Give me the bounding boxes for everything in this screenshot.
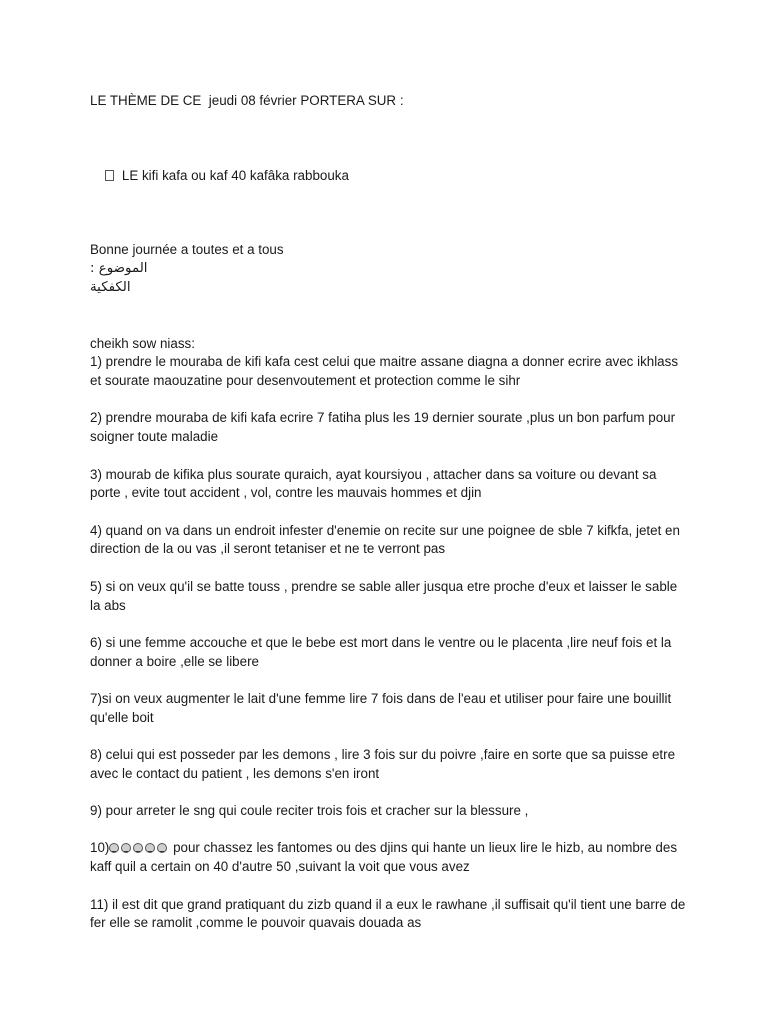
- document-page: [90, 92, 690, 952]
- laughing-emoji-icon: [109, 843, 119, 853]
- list-item: 3) mourab de kifika plus sourate quraich, ayat koursiyou , attacher dans sa voiture ou devant sa porte , evite tout accident , vol, contre les mauvais hommes et djin: [90, 466, 657, 501]
- laughing-emoji-icon: [145, 843, 155, 853]
- bullet-box-icon: [105, 170, 114, 181]
- list-item: 4) quand on va dans un endroit infester d'enemie on recite sur une poignee de sble 7 kifkfa, jetet en direction de la ou vas ,il seront tetaniser et ne te verront pas: [90, 522, 680, 557]
- arabic-subject-label: الموضوع :: [90, 260, 148, 276]
- list-item: 6) si une femme accouche et que le bebe est mort dans le ventre ou le placenta ,lire neuf fois et la donner a boire ,elle se libere: [90, 634, 672, 669]
- emoji-group: [109, 840, 169, 855]
- theme-line: [90, 148, 690, 204]
- greeting-text: Bonne journée a toutes et a tous: [90, 242, 284, 258]
- theme-text: LE kifi kafa ou kaf 40 kafâka rabbouka: [121, 167, 349, 183]
- laughing-emoji-icon: [121, 843, 131, 853]
- list-item: 11) il est dit que grand pratiquant du zizb quand il a eux le rawhane ,il suffisait qu'il tient une barre de fer elle se ramolit ,comme le pouvoir quavais douada as: [90, 896, 686, 931]
- list-item: 5) si on veux qu'il se batte touss , prendre se sable aller jusqua etre proche d'eux et laisser le sable la abs: [90, 578, 678, 613]
- list-item-10: [90, 839, 690, 877]
- item10-text: pour chassez les fantomes ou des djins qui hante un lieux lire le hizb, au nombre des kaff quil a certain on 40 d'autre 50 ,suivant la voit que vous avez: [90, 840, 678, 875]
- arabic-subject-title: الكفكية: [90, 279, 131, 295]
- list-item: 8) celui qui est posseder par les demons , lire 3 fois sur du poivre ,faire en sorte que sa puisse etre avec le contact du patient , les demons s'en iront: [90, 747, 676, 781]
- items-block: [90, 335, 690, 934]
- greeting-block: [90, 241, 690, 297]
- list-item: 7)si on veux augmenter le lait d'une femme lire 7 fois dans de l'eau et utiliser pour faire une bouillit qu'elle boit: [90, 690, 672, 725]
- list-item: 9) pour arreter le sng qui coule reciter trois fois et cracher sur la blessure ,: [90, 803, 529, 819]
- item10-prefix: 10): [90, 840, 110, 856]
- document-header: LE THÈME DE CE jeudi 08 février PORTERA SUR :: [90, 93, 404, 108]
- list-item: 2) prendre mouraba de kifi kafa ecrire 7 fatiha plus les 19 dernier sourate ,plus un bon parfum pour soigner toute maladie: [90, 410, 676, 445]
- list-item: 1) prendre le mouraba de kifi kafa cest celui que maitre assane diagna a donner ecrire avec ikhlass et sourate maouzatine pour desenvoutement et protection comme le sihr: [90, 354, 679, 389]
- laughing-emoji-icon: [133, 843, 143, 853]
- author-label: cheikh sow niass:: [90, 335, 195, 351]
- laughing-emoji-icon: [157, 843, 167, 853]
